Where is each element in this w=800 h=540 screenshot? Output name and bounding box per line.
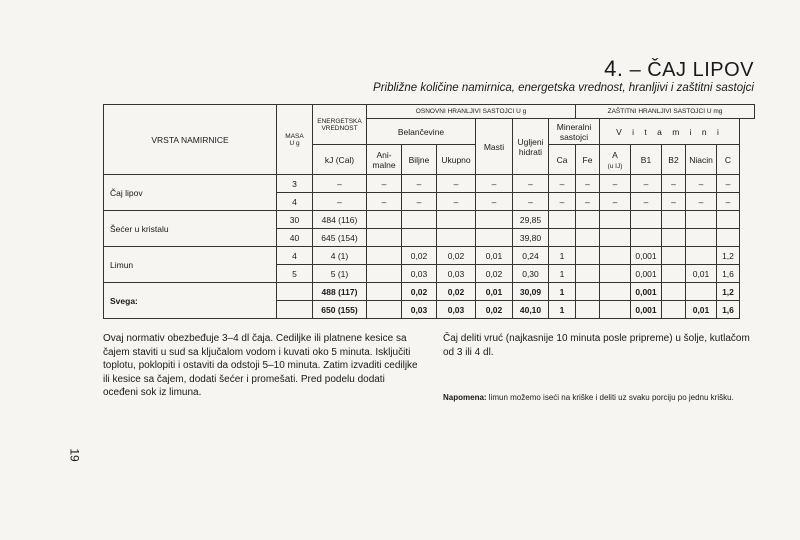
table-cell: – (476, 193, 513, 211)
table-body (104, 175, 755, 319)
table-cell (476, 229, 513, 247)
table-cell: 5 (1) (313, 265, 367, 283)
row-name: Čaj lipov (104, 175, 277, 211)
table-cell: 4 (277, 247, 313, 265)
table-cell: 5 (277, 265, 313, 283)
table-cell: – (631, 193, 662, 211)
table-cell: – (662, 193, 686, 211)
table-cell: 1 (549, 283, 576, 301)
table-cell (600, 229, 631, 247)
subtitle: Približne količine namirnica, energetska vrednost, hranljivi i zaštitni sastojci (373, 82, 754, 94)
table-cell (631, 211, 662, 229)
table-cell (686, 229, 717, 247)
table-cell: 0,03 (437, 265, 476, 283)
table-cell: 0,01 (686, 265, 717, 283)
table-cell: 30,09 (513, 283, 549, 301)
table-cell: 1,6 (717, 265, 740, 283)
header-ugljeni: Ugljeni hidrati (513, 119, 549, 175)
table-cell (367, 283, 402, 301)
header-osnovni: OSNOVNI HRANLJIVI SASTOJCI U g (367, 105, 576, 119)
table-cell (277, 301, 313, 319)
header-b1: B1 (631, 145, 662, 175)
table-cell (600, 265, 631, 283)
table-cell (662, 229, 686, 247)
table-cell: 0,02 (476, 265, 513, 283)
table-cell: 0,001 (631, 283, 662, 301)
table-cell (576, 211, 600, 229)
note-text: limun možemo iseći na kriške i deliti uz svaku porciju po jednu krišku. (488, 393, 734, 402)
table-cell (662, 283, 686, 301)
table-cell: 488 (117) (313, 283, 367, 301)
table-cell: 0,001 (631, 265, 662, 283)
table-cell (367, 229, 402, 247)
header-energy: ENERGETSKA VREDNOST (313, 105, 367, 145)
table-cell: – (437, 175, 476, 193)
table-cell (576, 229, 600, 247)
table-cell (576, 265, 600, 283)
table-cell: – (717, 175, 740, 193)
table-cell (662, 301, 686, 319)
table-cell: 0,02 (402, 247, 437, 265)
table-cell: 39,80 (513, 229, 549, 247)
table-cell: – (367, 193, 402, 211)
table-cell (662, 211, 686, 229)
table-cell (717, 229, 740, 247)
page-number: 19 (67, 448, 82, 462)
table-cell (576, 283, 600, 301)
table-cell: 1,2 (717, 247, 740, 265)
row-name: Svega: (104, 283, 277, 319)
table-cell (576, 301, 600, 319)
table-cell: 484 (116) (313, 211, 367, 229)
header-ukupno: Ukupno (437, 145, 476, 175)
page-title (604, 56, 754, 82)
header-niacin: Niacin (686, 145, 717, 175)
table-cell (437, 211, 476, 229)
table-cell: – (313, 175, 367, 193)
table-cell (367, 265, 402, 283)
table-cell (631, 229, 662, 247)
table-row (104, 283, 755, 301)
table-cell: 0,001 (631, 301, 662, 319)
table-row (104, 175, 755, 193)
table-cell: 40 (277, 229, 313, 247)
recipe-title: – ČAJ LIPOV (629, 59, 754, 81)
table-cell: – (662, 175, 686, 193)
table-cell (277, 283, 313, 301)
table-cell: 0,02 (476, 301, 513, 319)
table-cell: – (367, 175, 402, 193)
table-cell (402, 229, 437, 247)
table-cell (717, 211, 740, 229)
table-cell: – (402, 175, 437, 193)
table-cell (686, 247, 717, 265)
header-fe: Fe (576, 145, 600, 175)
note (443, 392, 755, 403)
table-row (104, 211, 755, 229)
row-name: Limun (104, 247, 277, 283)
table-cell: – (631, 175, 662, 193)
row-name: Šećer u kristalu (104, 211, 277, 247)
header-energy-unit: kJ (Cal) (313, 145, 367, 175)
note-label: Napomena: (443, 393, 487, 402)
table-cell: 29,85 (513, 211, 549, 229)
table-cell: – (549, 175, 576, 193)
header-biljne: Biljne (402, 145, 437, 175)
table-cell: – (402, 193, 437, 211)
recipe-number: 4. (604, 56, 624, 81)
header-masa: MASA U g (277, 105, 313, 175)
table-cell: – (313, 193, 367, 211)
header-mineralni: Mineralni sastojci (549, 119, 600, 145)
table-cell: 4 (1) (313, 247, 367, 265)
table-cell: 0,03 (402, 301, 437, 319)
table-cell (549, 229, 576, 247)
table-cell (686, 211, 717, 229)
table-cell: 0,01 (476, 283, 513, 301)
preparation-text: Ovaj normativ obezbeđuje 3–4 dl čaja. Cediljke ili platnene kesice sa čajem staviti u sud sa ključalom vodom i kuvati oko 5 minuta. Isključiti toplotu, poklopiti i ostaviti da odstoji 5–10 minuta. Zatim izvaditi cediljke ili kesice sa čajem, dodati šećer i promešati. Pred podelu dodati oceđeni sok iz limuna. (103, 333, 418, 398)
table-cell: – (437, 193, 476, 211)
table-cell (367, 301, 402, 319)
header-a: A (u IJ) (600, 145, 631, 175)
table-cell: – (717, 193, 740, 211)
header-c: C (717, 145, 740, 175)
table-cell: 650 (155) (313, 301, 367, 319)
table-cell: 0,02 (402, 283, 437, 301)
table-cell (600, 301, 631, 319)
table-row (104, 247, 755, 265)
table-cell (402, 211, 437, 229)
table-cell: – (513, 175, 549, 193)
table-cell (367, 211, 402, 229)
table-cell: – (600, 193, 631, 211)
table-cell (662, 247, 686, 265)
header-animalne: Ani-malne (367, 145, 402, 175)
table-cell: 0,24 (513, 247, 549, 265)
table-cell (600, 247, 631, 265)
table-cell: 3 (277, 175, 313, 193)
table-cell (600, 211, 631, 229)
table-cell: 4 (277, 193, 313, 211)
table-cell (549, 211, 576, 229)
table-cell (662, 265, 686, 283)
table-cell: – (686, 175, 717, 193)
header-zastitni: ZAŠTITNI HRANLJIVI SASTOJCI U mg (576, 105, 755, 119)
serving-text: Čaj deliti vruć (najkasnije 10 minuta posle pripreme) u šolje, kutlačom od 3 ili 4 dl. (443, 333, 750, 358)
table-cell (686, 283, 717, 301)
table-cell: 0,001 (631, 247, 662, 265)
table-cell: 0,01 (686, 301, 717, 319)
header-b2: B2 (662, 145, 686, 175)
table-cell: – (476, 175, 513, 193)
table-cell: – (576, 175, 600, 193)
table-cell: 1 (549, 247, 576, 265)
table-cell: 0,03 (402, 265, 437, 283)
table-cell: – (549, 193, 576, 211)
header-ca: Ca (549, 145, 576, 175)
table-cell: – (600, 175, 631, 193)
table-cell: 0,03 (437, 301, 476, 319)
table-cell: 0,30 (513, 265, 549, 283)
table-cell: 1 (549, 265, 576, 283)
table-cell: 1,6 (717, 301, 740, 319)
table-cell: 1 (549, 301, 576, 319)
table-cell (576, 247, 600, 265)
table-cell (476, 211, 513, 229)
table-cell (437, 229, 476, 247)
header-belancevine: Belančevine (367, 119, 476, 145)
table-cell: 0,02 (437, 283, 476, 301)
table-cell: 0,02 (437, 247, 476, 265)
table-cell (600, 283, 631, 301)
table-cell: 1,2 (717, 283, 740, 301)
table-cell: 40,10 (513, 301, 549, 319)
table-cell: – (576, 193, 600, 211)
table-cell (367, 247, 402, 265)
table-cell: – (686, 193, 717, 211)
header-masti: Masti (476, 119, 513, 175)
table-cell: 0,01 (476, 247, 513, 265)
table-cell: 645 (154) (313, 229, 367, 247)
table-cell: – (513, 193, 549, 211)
header-name: VRSTA NAMIRNICE (104, 105, 277, 175)
header-vitamini: V i t a m i n i (600, 119, 740, 145)
nutrition-table (103, 104, 755, 319)
table-cell: 30 (277, 211, 313, 229)
